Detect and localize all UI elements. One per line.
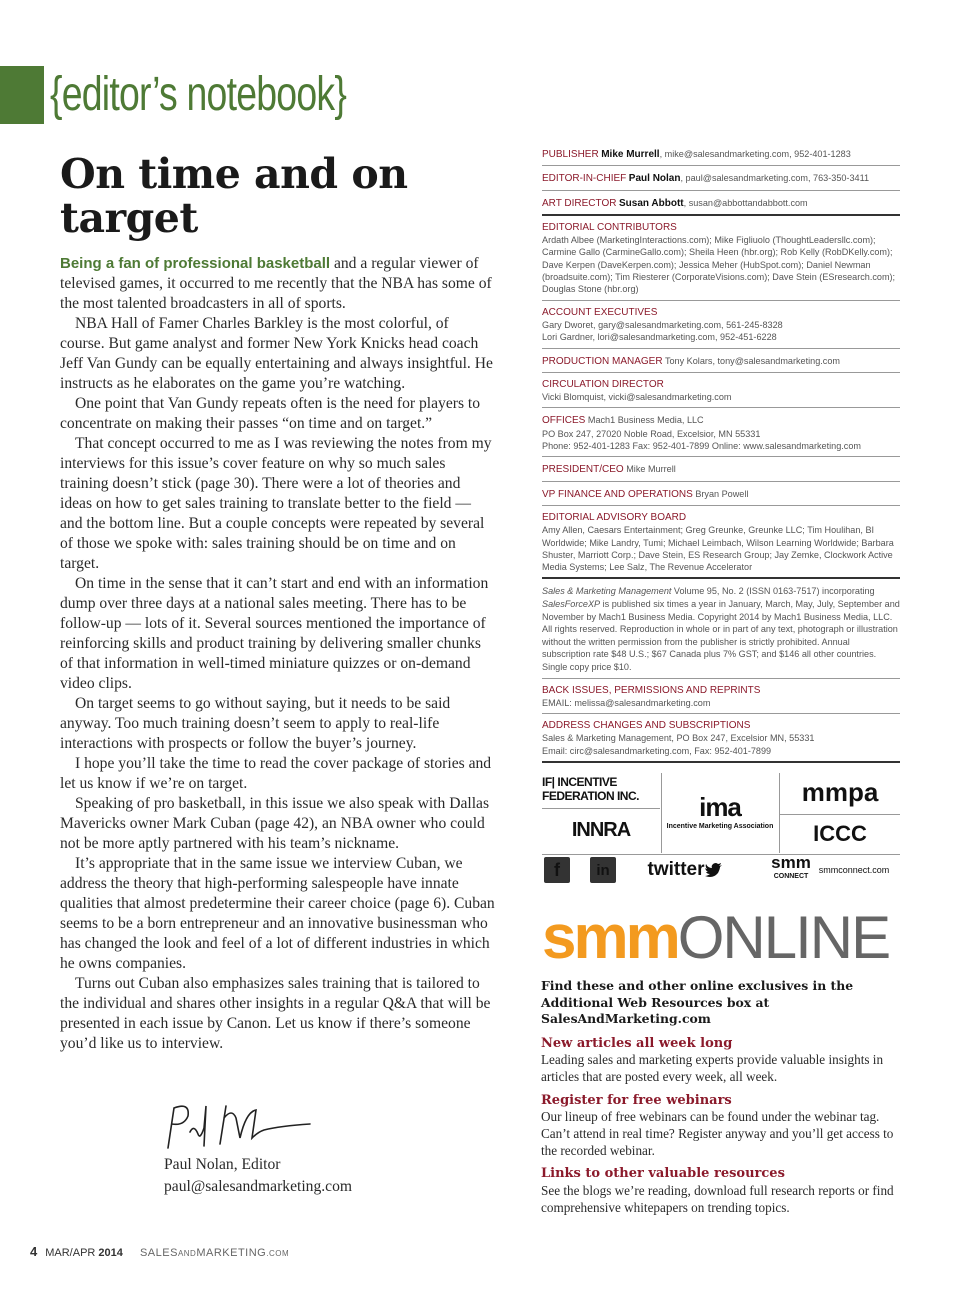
masthead-account-executives: ACCOUNT EXECUTIVES Gary Dworet, gary@salesandmarketing.com, 561-245-8328 Lori Gardner, lori@salesandmarketing.com, 952-451-6228 bbox=[542, 305, 900, 349]
online-item-title: Links to other valuable resources bbox=[541, 1166, 785, 1182]
online-item-title: Register for free webinars bbox=[541, 1092, 732, 1108]
masthead-address-changes: ADDRESS CHANGES AND SUBSCRIPTIONS Sales & Marketing Management, PO Box 247, Excelsior MN, 55331 Email: circ@salesandmarketing.com, Fax: 952-401-7899 bbox=[542, 718, 900, 763]
issue-year: 2014 bbox=[98, 1247, 123, 1259]
masthead-art-director: ART DIRECTOR Susan Abbott, susan@abbottandabbott.com bbox=[542, 195, 900, 216]
article-paragraph: NBA Hall of Famer Charles Barkley is the most colorful, of course. But game analyst and former New York Knicks head coach Jeff Van Gundy can be equally entertaining and always insightful. He instructs as he elaborates on the game you’re watching. bbox=[60, 315, 493, 392]
smm-connect-url[interactable]: smmconnect.com bbox=[818, 865, 890, 875]
section-header bbox=[0, 66, 960, 124]
mmpa-logo: mmpa bbox=[801, 776, 879, 807]
signature-name: Paul Nolan, Editor bbox=[164, 1156, 281, 1173]
article-paragraph: I hope you’ll take the time to read the cover package of stories and let us know if we’re on target. bbox=[60, 755, 492, 792]
article-paragraph: It’s appropriate that in the same issue we interview Cuban, we address the theory that high-performing salespeople have innate qualities that almost predetermine their career choice (page 6). Cuban seems to be a born entrepreneur and an innovative businessman who has changed the look and feel of a lot of different industries in which he owns companies. bbox=[60, 855, 495, 972]
iccc-logo: ICCC bbox=[813, 821, 867, 846]
masthead-back-issues: BACK ISSUES, PERMISSIONS AND REPRINTS EMAIL: melissa@salesandmarketing.com bbox=[542, 683, 900, 715]
issue-label: MAR/APR bbox=[45, 1247, 96, 1259]
online-exclusives bbox=[541, 978, 905, 1217]
incentive-federation-logo: IF| INCENTIVE FEDERATION INC. bbox=[542, 775, 639, 803]
online-item-title: New articles all week long bbox=[541, 1035, 733, 1051]
masthead-advisory-board: EDITORIAL ADVISORY BOARD Amy Allen, Caesars Entertainment; Greg Greunke, Greunke LLC; Tim Houlihan, BI Worldwide; Mike Landry, Tumi; Michael Leimbach, Wilson Learning Worldwide; Barbara Shuster, Marriott Corp.; Dave Stein, ES Research Group; Jay Zemke, Clockwork Active Media Systems; Lee Salz, The Revenue Accelerator bbox=[542, 510, 900, 579]
masthead-publication-notice: Sales & Marketing Management Volume 95, No. 2 (ISSN 0163-7517) incorporating SalesForceXP is published six times a year in January, March, May, July, September and November by Mach1 Business Media. Copyright 2014 by Mach1 Business Media, LLC. All rights reserved. Reproduction in whole or in part of any text, photograph or illustration without the written permission from the publisher is strictly prohibited. Annual subscription rate $48 U.S.; $67 Canada plus 7% GST; and $146 all other countries. Single copy price $10. bbox=[542, 583, 900, 678]
article-paragraph: That concept occurred to me as I was reviewing the notes from my interviews for this issue’s cover feature on why so much sales training doesn’t stick (page 30). There were a lot of theories and ideas on how to get sales training to translate better to the field — and the bottom line. But a couple concepts were repeated by several of those we spoke with: sales training should be on time and on target. bbox=[60, 435, 492, 572]
site-name: SALESANDMARKETING.COM bbox=[139, 1247, 290, 1259]
header-color-bar bbox=[0, 66, 44, 124]
article-body bbox=[60, 254, 496, 1054]
smm-connect-logo[interactable]: smm CONNECT bbox=[771, 853, 811, 880]
online-item-text: Leading sales and marketing experts provide valuable insights in articles that are posted every week, all week. bbox=[541, 1052, 884, 1084]
page-folio bbox=[30, 1244, 289, 1259]
signature-email[interactable]: paul@salesandmarketing.com bbox=[164, 1178, 353, 1195]
smm-online-logo: smmONLINE bbox=[542, 903, 890, 972]
linkedin-icon[interactable]: in bbox=[590, 857, 616, 883]
innra-logo: INNRA bbox=[571, 818, 631, 841]
lead-in: Being a fan of professional basketball bbox=[60, 255, 331, 272]
signature-block bbox=[164, 1154, 352, 1198]
masthead bbox=[542, 146, 900, 767]
partner-logos bbox=[542, 771, 900, 887]
article-paragraph: On time in the sense that it can’t start and end with an information dump over three days at a national sales meeting. There has to be follow-up — lots of it. Several sources mentioned the importance of reinforcing skills and product training by delivering smaller chunks of that information in well-timed miniature quizzes or on-demand video clips. bbox=[60, 575, 489, 692]
online-intro: Find these and other online exclusives in the Additional Web Resources box at SalesAndMarketing.com bbox=[541, 978, 854, 1026]
online-item-text: See the blogs we’re reading, download full research reports or find comprehensive whitepapers on trending topics. bbox=[541, 1182, 894, 1215]
article-paragraph-lead: Being a fan of professional basketball and a regular viewer of televised games, it occurred to me recently that the NBA has some of the most talented broadcasters in all of sports. bbox=[60, 255, 492, 312]
article-paragraph: One point that Van Gundy repeats often is the need for players to concentrate on making their passes “on time and on target.” bbox=[60, 395, 481, 432]
online-item-text: Our lineup of free webinars can be found under the webinar tag. Can’t attend in real time? Register anyway and you’ll get access to the recorded webinar. bbox=[541, 1109, 894, 1158]
article-headline: On time and on target bbox=[60, 150, 408, 242]
masthead-circulation: CIRCULATION DIRECTOR Vicki Blomquist, vicki@salesandmarketing.com bbox=[542, 377, 900, 409]
masthead-president: PRESIDENT/CEO Mike Murrell bbox=[542, 461, 900, 481]
masthead-offices: OFFICES Mach1 Business Media, LLC PO Box 247, 27020 Noble Road, Excelsior, MN 55331 Phone: 952-401-1283 Fax: 952-401-7899 Online: www.salesandmarketing.com bbox=[542, 412, 900, 457]
facebook-icon[interactable]: f bbox=[544, 857, 570, 883]
masthead-publisher: PUBLISHER Mike Murrell, mike@salesandmarketing.com, 952-401-1283 bbox=[542, 146, 900, 166]
article-paragraph: On target seems to go without saying, but it needs to be said anyway. Too much training doesn’t seem to apply to real-life interactions with prospects or follow the buyer’s journey. bbox=[60, 695, 451, 752]
article-paragraph: Turns out Cuban also emphasizes sales training that is tailored to the individual and shares other insights in a regular Q&A that will be presented in each issue by Canon. Let us know if there’s someone you’d like us to interview. bbox=[60, 975, 491, 1052]
masthead-vp: VP FINANCE AND OPERATIONS Bryan Powell bbox=[542, 486, 900, 506]
twitter-logo[interactable]: twitter bbox=[630, 855, 740, 885]
ima-logo: ima Incentive Marketing Association bbox=[666, 792, 774, 830]
section-title: {editor’s notebook} bbox=[50, 68, 347, 121]
masthead-contributors: EDITORIAL CONTRIBUTORS Ardath Albee (MarketingInteractions.com); Mike Figliuolo (ThoughtLeadersllc.com); Carmine Gallo (CarmineGallo.com); Sheila Heen (hbr.org); Rob Kelly (RobDKelly.com); Dave Kerpen (DaveKerpen.com); Jessica Meher (HubSpot.com); Daniel Newman (broadsuite.com); Tim Riesterer (CorporateVisions.com); Dave Stein (ESresearch.com); Douglas Stone (hbr.org) bbox=[542, 220, 900, 301]
page-number: 4 bbox=[30, 1244, 38, 1259]
article-paragraph: Speaking of pro basketball, in this issue we also speak with Dallas Mavericks owner Mark Cuban (page 42), an NBA owner who could not be more aptly partnered with his team’s nickname. bbox=[60, 795, 490, 852]
signature-image bbox=[160, 1098, 320, 1154]
twitter-bird-icon bbox=[705, 863, 723, 877]
masthead-editor-in-chief: EDITOR-IN-CHIEF Paul Nolan, paul@salesandmarketing.com, 763-350-3411 bbox=[542, 170, 900, 190]
masthead-production: PRODUCTION MANAGER Tony Kolars, tony@salesandmarketing.com bbox=[542, 353, 900, 373]
